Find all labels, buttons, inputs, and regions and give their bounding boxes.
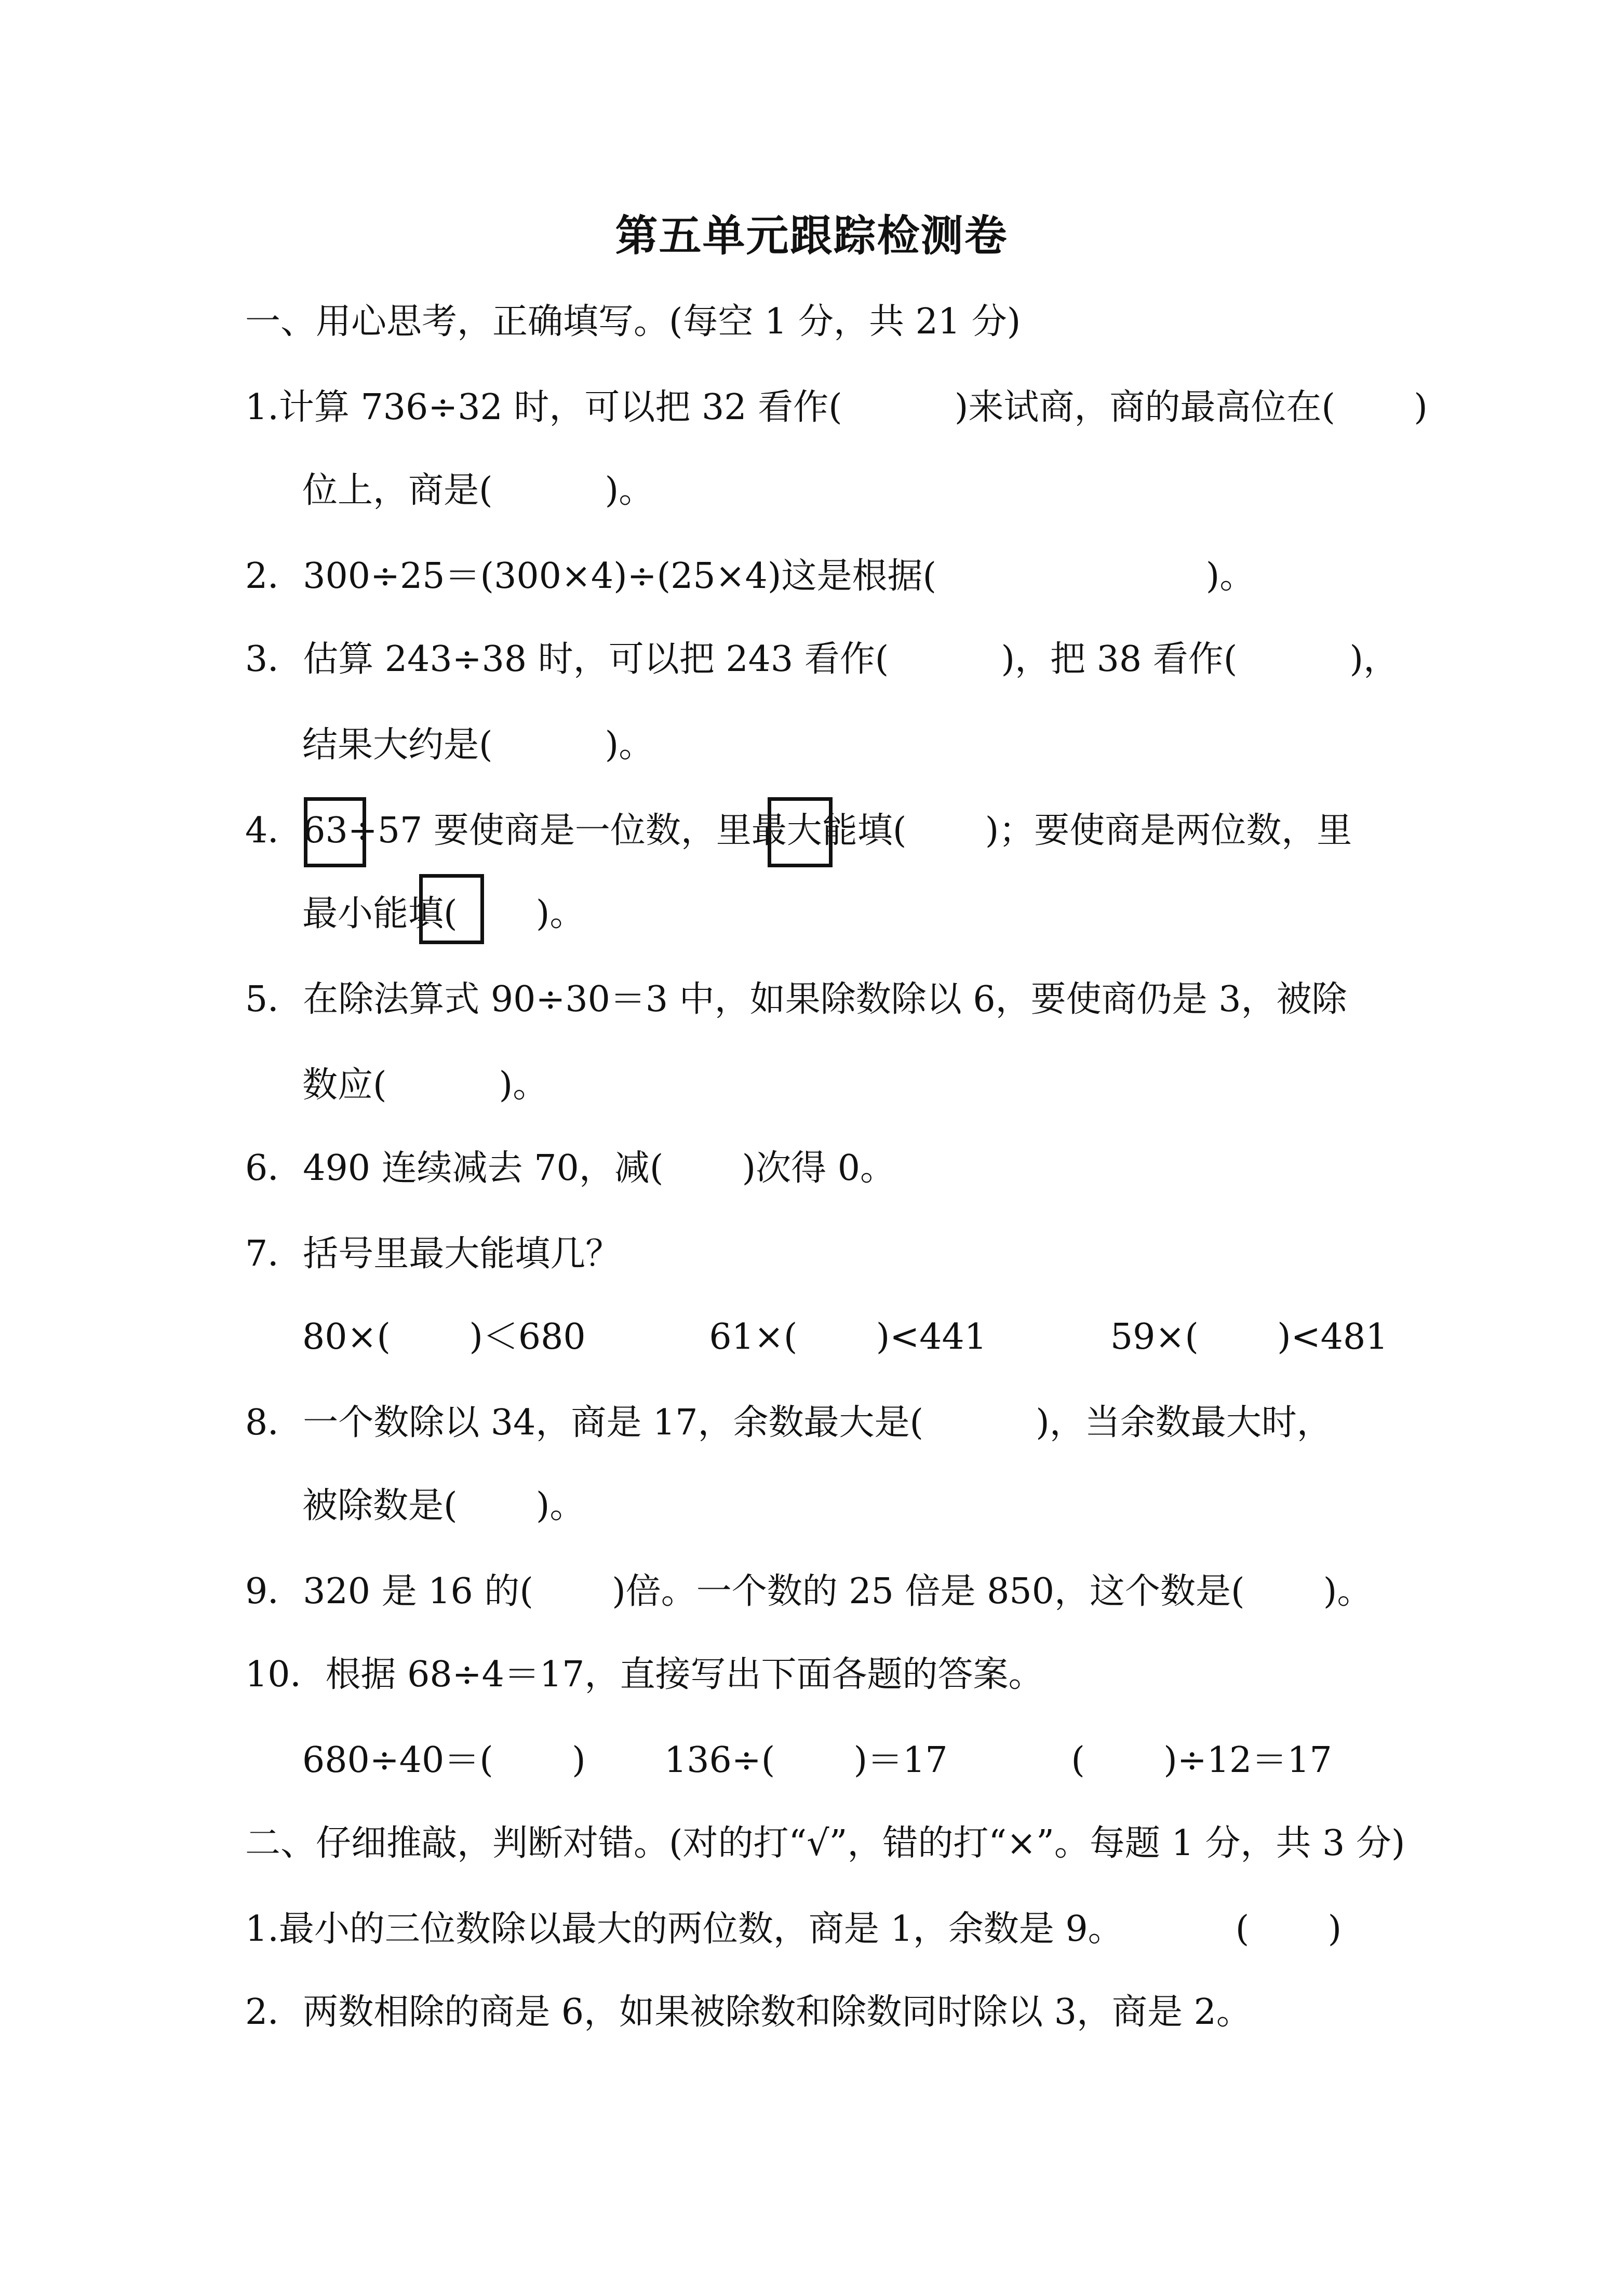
q5-line2: 数应( )。 [302,1065,548,1106]
q6-line: 6．490 连续减去 70，减( )次得 0。 [245,1148,896,1189]
q2-line: 2．300÷25＝(300×4)÷(25×4)这是根据( )。 [245,556,1255,597]
q1-line2: 位上，商是( )。 [302,470,654,511]
q4-digit-box-dividend [304,797,366,867]
judge-q2-line: 2．两数相除的商是 6，如果被除数和除数同时除以 3，商是 2。 [245,1992,1252,2033]
q4-line2: 最小能填( )。 [302,893,585,934]
q3-line2: 结果大约是( )。 [302,724,654,766]
q7-line2: 80×( )＜680 61×( )<441 59×( )<481 [302,1317,1388,1358]
q10-line1: 10．根据 68÷4＝17，直接写出下面各题的答案。 [245,1654,1044,1695]
q1-line1: 1.计算 736÷32 时，可以把 32 看作( )来试商，商的最高位在( ) [245,387,1428,428]
q8-line2: 被除数是( )。 [302,1485,585,1526]
q9-line: 9．320 是 16 的( )倍。一个数的 25 倍是 850，这个数是( )。 [245,1571,1373,1612]
section2-heading: 二、仔细推敲，判断对错。(对的打“√”，错的打“×”。每题 1 分，共 3 分) [245,1823,1405,1864]
q5-line1: 5．在除法算式 90÷30＝3 中，如果除数除以 6，要使商仍是 3，被除 [245,979,1347,1020]
q3-line1: 3．估算 243÷38 时，可以把 243 看作( )，把 38 看作( )， [245,639,1399,680]
q4-digit-box-divisor [768,797,833,867]
q10-line2: 680÷40＝( ) 136÷( )＝17 ( )÷12＝17 [302,1740,1332,1781]
q4-line1: 4．63÷57 要使商是一位数，里最大能填( )；要使商是两位数，里 [245,810,1352,851]
q7-line1: 7．括号里最大能填几？ [245,1233,621,1274]
section1-heading: 一、用心思考，正确填写。(每空 1 分，共 21 分) [245,301,1021,342]
page-title: 第五单元跟踪检测卷 [615,211,1008,261]
judge-q1-line: 1.最小的三位数除以最大的两位数，商是 1，余数是 9。 ( ) [245,1909,1342,1950]
q4-digit-box-min [419,874,484,944]
q8-line1: 8．一个数除以 34，商是 17，余数最大是( )，当余数最大时， [245,1402,1332,1443]
